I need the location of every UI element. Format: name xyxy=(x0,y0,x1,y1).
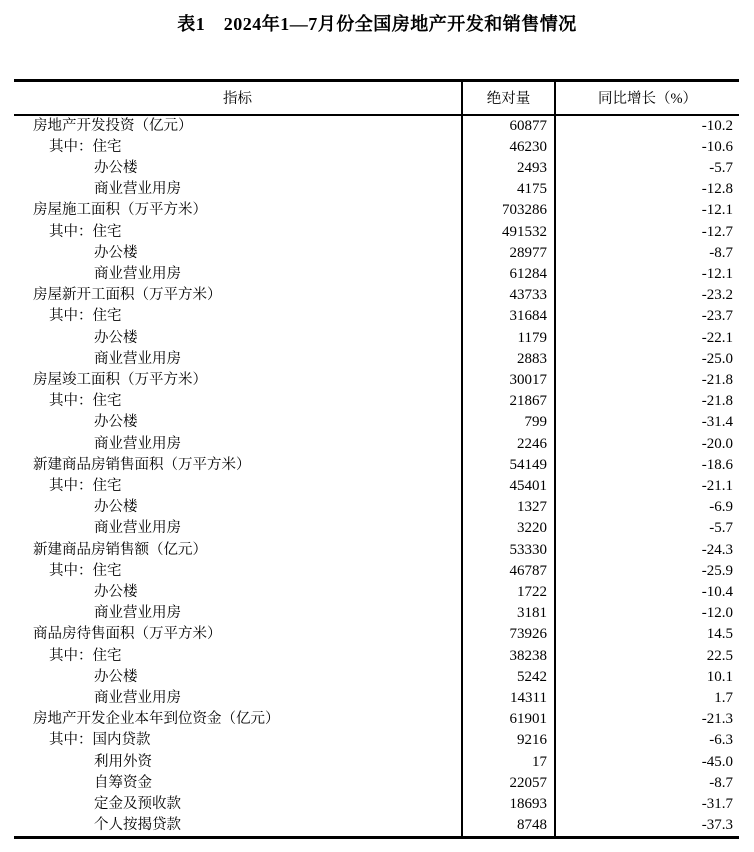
indicator-label: 办公楼 xyxy=(94,159,138,176)
yoy-growth-value: -8.7 xyxy=(555,773,739,794)
header-absolute-value: 绝对量 xyxy=(462,81,555,115)
absolute-value: 17 xyxy=(462,752,555,773)
absolute-value: 54149 xyxy=(462,455,555,476)
table-row xyxy=(14,773,739,794)
absolute-value: 22057 xyxy=(462,773,555,794)
indicator-label: 其中：国内贷款 xyxy=(49,732,151,749)
absolute-value: 491532 xyxy=(462,222,555,243)
absolute-value: 43733 xyxy=(462,285,555,306)
header-yoy-growth: 同比增长（%） xyxy=(555,81,739,115)
table-row xyxy=(14,667,739,688)
indicator-label: 其中：住宅 xyxy=(49,223,122,240)
table-row xyxy=(14,603,739,624)
absolute-value: 2493 xyxy=(462,158,555,179)
table-row xyxy=(14,561,739,582)
table-row xyxy=(14,476,739,497)
table-row xyxy=(14,158,739,179)
yoy-growth-value: -22.1 xyxy=(555,328,739,349)
yoy-growth-value: -10.2 xyxy=(555,115,739,137)
absolute-value: 38238 xyxy=(462,646,555,667)
indicator-label: 房地产开发投资（亿元） xyxy=(33,117,193,134)
absolute-value: 18693 xyxy=(462,794,555,815)
indicator-label: 商业营业用房 xyxy=(94,520,181,537)
indicator-label: 个人按揭贷款 xyxy=(94,817,181,834)
yoy-growth-value: -12.8 xyxy=(555,179,739,200)
table-body xyxy=(14,115,739,838)
table-row xyxy=(14,646,739,667)
table-row xyxy=(14,794,739,815)
table-row xyxy=(14,137,739,158)
table-row xyxy=(14,370,739,391)
table-row xyxy=(14,391,739,412)
yoy-growth-value: -21.8 xyxy=(555,391,739,412)
table-row xyxy=(14,349,739,370)
table-row xyxy=(14,306,739,327)
indicator-label: 房屋竣工面积（万平方米） xyxy=(33,371,207,388)
indicator-label: 定金及预收款 xyxy=(94,796,181,812)
indicator-label: 自筹资金 xyxy=(94,774,152,791)
absolute-value: 5242 xyxy=(462,667,555,688)
table-row xyxy=(14,222,739,243)
yoy-growth-value: -23.2 xyxy=(555,285,739,306)
indicator-label: 新建商品房销售额（亿元） xyxy=(33,541,207,558)
yoy-growth-value: -23.7 xyxy=(555,306,739,327)
absolute-value: 61284 xyxy=(462,264,555,285)
yoy-growth-value: -21.1 xyxy=(555,476,739,497)
table-row xyxy=(14,688,739,709)
indicator-label: 其中：住宅 xyxy=(49,647,122,664)
yoy-growth-value: -20.0 xyxy=(555,434,739,455)
absolute-value: 60877 xyxy=(462,115,555,137)
indicator-label: 房地产开发企业本年到位资金（亿元） xyxy=(33,711,280,728)
indicator-label: 其中：住宅 xyxy=(49,477,122,494)
table-row xyxy=(14,243,739,264)
absolute-value: 799 xyxy=(462,412,555,433)
indicator-label: 办公楼 xyxy=(94,244,138,261)
indicator-label: 其中：住宅 xyxy=(49,138,122,155)
table-row xyxy=(14,730,739,751)
indicator-label: 商业营业用房 xyxy=(94,689,181,706)
indicator-label: 商业营业用房 xyxy=(94,605,181,622)
indicator-label: 办公楼 xyxy=(94,414,138,431)
absolute-value: 2883 xyxy=(462,349,555,370)
yoy-growth-value: 22.5 xyxy=(555,646,739,667)
absolute-value: 14311 xyxy=(462,688,555,709)
yoy-growth-value: -31.4 xyxy=(555,412,739,433)
absolute-value: 8748 xyxy=(462,815,555,838)
indicator-label: 办公楼 xyxy=(94,583,138,600)
table-row xyxy=(14,200,739,221)
table-row xyxy=(14,412,739,433)
table-row xyxy=(14,328,739,349)
table-row xyxy=(14,709,739,730)
indicator-label: 房屋施工面积（万平方米） xyxy=(33,202,207,219)
yoy-growth-value: -8.7 xyxy=(555,243,739,264)
table-row xyxy=(14,455,739,476)
indicator-label: 商业营业用房 xyxy=(94,350,181,367)
table-row xyxy=(14,179,739,200)
yoy-growth-value: -25.0 xyxy=(555,349,739,370)
yoy-growth-value: -10.4 xyxy=(555,582,739,603)
absolute-value: 9216 xyxy=(462,730,555,751)
absolute-value: 46230 xyxy=(462,137,555,158)
table-row xyxy=(14,434,739,455)
table-row xyxy=(14,815,739,838)
yoy-growth-value: -6.3 xyxy=(555,730,739,751)
indicator-label: 商业营业用房 xyxy=(94,181,181,198)
yoy-growth-value: 10.1 xyxy=(555,667,739,688)
absolute-value: 46787 xyxy=(462,561,555,582)
absolute-value: 30017 xyxy=(462,370,555,391)
yoy-growth-value: -45.0 xyxy=(555,752,739,773)
yoy-growth-value: -21.3 xyxy=(555,709,739,730)
absolute-value: 3220 xyxy=(462,518,555,539)
absolute-value: 28977 xyxy=(462,243,555,264)
yoy-growth-value: -5.7 xyxy=(555,158,739,179)
indicator-label: 办公楼 xyxy=(94,499,138,516)
absolute-value: 1179 xyxy=(462,328,555,349)
indicator-label: 其中：住宅 xyxy=(49,393,122,410)
yoy-growth-value: -24.3 xyxy=(555,540,739,561)
table-row xyxy=(14,582,739,603)
absolute-value: 53330 xyxy=(462,540,555,561)
table-row xyxy=(14,264,739,285)
indicator-label: 其中：住宅 xyxy=(49,308,122,325)
indicator-label: 新建商品房销售面积（万平方米） xyxy=(33,456,251,473)
indicator-label: 利用外资 xyxy=(94,753,152,770)
indicator-label: 房屋新开工面积（万平方米） xyxy=(33,287,222,304)
yoy-growth-value: -12.7 xyxy=(555,222,739,243)
table-row xyxy=(14,115,739,137)
yoy-growth-value: -21.8 xyxy=(555,370,739,391)
indicator-label: 其中：住宅 xyxy=(49,562,122,579)
indicator-label: 商业营业用房 xyxy=(94,435,181,452)
table-row xyxy=(14,518,739,539)
indicator-label: 办公楼 xyxy=(94,668,138,685)
yoy-growth-value: -12.0 xyxy=(555,603,739,624)
yoy-growth-value: -18.6 xyxy=(555,455,739,476)
absolute-value: 31684 xyxy=(462,306,555,327)
indicator-label: 商业营业用房 xyxy=(94,265,181,282)
yoy-growth-value: -10.6 xyxy=(555,137,739,158)
absolute-value: 1327 xyxy=(462,497,555,518)
absolute-value: 703286 xyxy=(462,200,555,221)
indicator-label: 办公楼 xyxy=(94,329,138,346)
yoy-growth-value: -6.9 xyxy=(555,497,739,518)
yoy-growth-value: 1.7 xyxy=(555,688,739,709)
absolute-value: 61901 xyxy=(462,709,555,730)
table-row xyxy=(14,285,739,306)
absolute-value: 3181 xyxy=(462,603,555,624)
absolute-value: 4175 xyxy=(462,179,555,200)
absolute-value: 45401 xyxy=(462,476,555,497)
absolute-value: 73926 xyxy=(462,624,555,645)
table-row xyxy=(14,752,739,773)
absolute-value: 1722 xyxy=(462,582,555,603)
table-row xyxy=(14,540,739,561)
header-row xyxy=(14,81,739,115)
yoy-growth-value: -12.1 xyxy=(555,200,739,221)
table-row xyxy=(14,624,739,645)
yoy-growth-value: 14.5 xyxy=(555,624,739,645)
indicator-label: 商品房待售面积（万平方米） xyxy=(33,626,222,643)
header-indicator: 指标 xyxy=(14,81,462,115)
table-row xyxy=(14,497,739,518)
yoy-growth-value: -37.3 xyxy=(555,815,739,838)
absolute-value: 21867 xyxy=(462,391,555,412)
absolute-value: 2246 xyxy=(462,434,555,455)
stats-table xyxy=(14,79,739,839)
yoy-growth-value: -12.1 xyxy=(555,264,739,285)
yoy-growth-value: -25.9 xyxy=(555,561,739,582)
yoy-growth-value: -31.7 xyxy=(555,794,739,815)
table-title: 表1 2024年1—7月份全国房地产开发和销售情况 xyxy=(177,14,577,34)
yoy-growth-value: -5.7 xyxy=(555,518,739,539)
